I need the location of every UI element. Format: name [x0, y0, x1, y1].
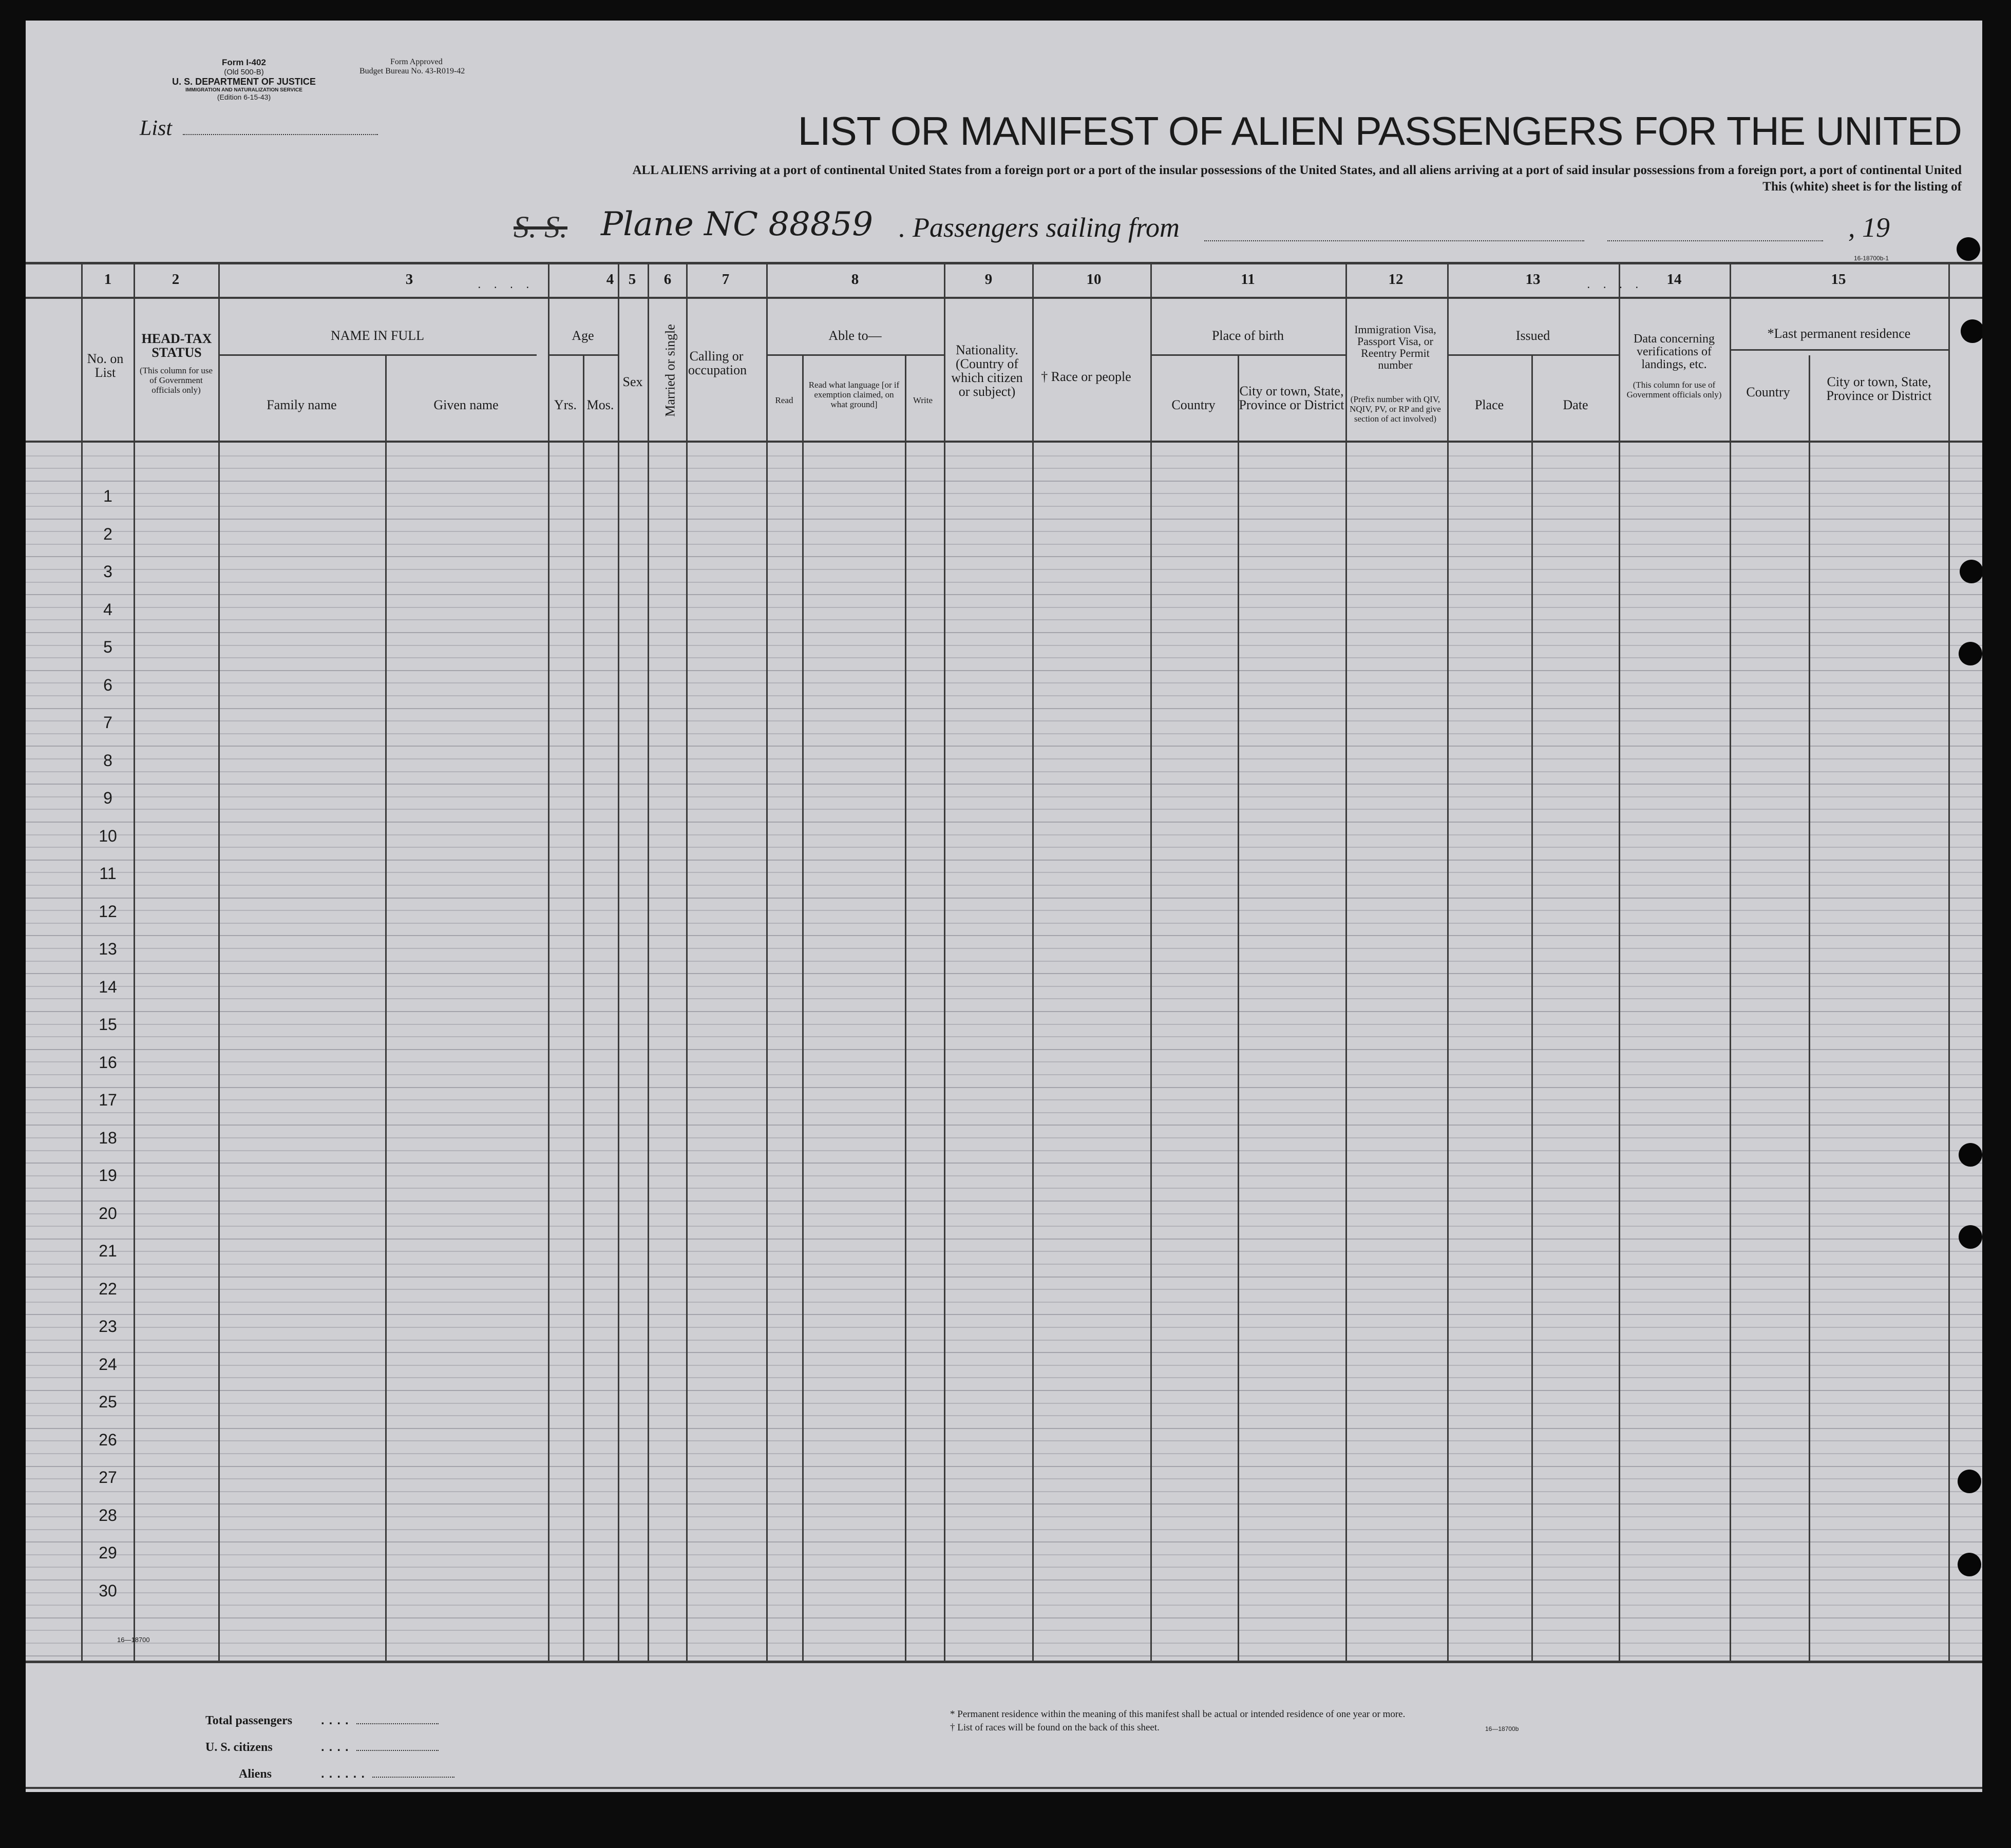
row-number: 4	[103, 600, 112, 619]
row-number: 18	[99, 1128, 117, 1147]
us-citizens-label: U. S. citizens	[205, 1741, 273, 1754]
row-line	[26, 1112, 1982, 1113]
row-line	[26, 935, 1982, 936]
form-old: (Old 500-B)	[224, 68, 264, 77]
header-data-note: (This column for use of Government officials only)	[1626, 380, 1722, 399]
row-line	[26, 1327, 1982, 1328]
row-line	[26, 860, 1982, 861]
row-line	[26, 481, 1982, 482]
column-number: 2	[172, 271, 180, 288]
column-rule	[385, 355, 387, 1662]
age-subrule	[548, 354, 618, 356]
row-line	[26, 796, 1982, 797]
row-line	[26, 1213, 1982, 1214]
row-line	[26, 1617, 1982, 1618]
footer-code: 16—18700b	[1485, 1725, 1519, 1732]
row-line	[26, 910, 1982, 911]
row-line	[26, 1491, 1982, 1492]
header-nationality: Nationality. (Country of which citizen or subject)	[951, 342, 1023, 399]
row-line	[26, 556, 1982, 557]
row-line	[26, 1541, 1982, 1542]
row-line	[26, 645, 1982, 646]
header-write: Write	[913, 395, 933, 405]
header-last-residence: *Last permanent residence	[1767, 326, 1911, 341]
dot-leader: ......	[321, 1767, 370, 1781]
column-rule	[1809, 355, 1810, 1662]
row-line	[26, 733, 1982, 734]
header-read-language: Read what language [or if exemption claimed, on what ground]	[808, 380, 900, 409]
column-rule	[618, 262, 619, 1662]
row-number: 15	[99, 1015, 117, 1034]
column-number: 14	[1666, 271, 1682, 288]
row-line	[26, 1567, 1982, 1568]
bottom-print-code: 16—18700	[117, 1636, 150, 1644]
row-number: 1	[103, 487, 112, 505]
top-code: 16-18700b-1	[1854, 255, 1889, 262]
row-line	[26, 607, 1982, 608]
row-line	[26, 1503, 1982, 1504]
column-number: 11	[1241, 271, 1255, 288]
subtitle-2: This (white) sheet is for the listing of	[1762, 180, 1962, 194]
row-line	[26, 1516, 1982, 1517]
total-passengers-field[interactable]	[356, 1723, 439, 1724]
header-country: Country	[1171, 397, 1216, 412]
row-number: 19	[99, 1166, 117, 1185]
approval-line: Form Approved	[390, 58, 443, 66]
row-line	[26, 1251, 1982, 1252]
row-line	[26, 632, 1982, 633]
row-line	[26, 822, 1982, 823]
row-line	[26, 898, 1982, 899]
row-line	[26, 1352, 1982, 1353]
row-line	[26, 670, 1982, 671]
row-number: 2	[103, 524, 112, 543]
column-rule	[905, 355, 906, 1662]
header-issued: Issued	[1515, 328, 1550, 343]
row-line	[26, 948, 1982, 949]
row-line	[26, 1478, 1982, 1479]
total-passengers-row	[205, 1707, 454, 1734]
column-rule	[1150, 262, 1152, 1662]
header-visa: Immigration Visa, Passport Visa, or Reentry Permit number	[1354, 323, 1436, 371]
row-number: 21	[99, 1242, 117, 1260]
row-line	[26, 1099, 1982, 1100]
row-line	[26, 1415, 1982, 1416]
punch-hole	[1960, 560, 1982, 583]
row-number: 17	[99, 1091, 117, 1109]
row-number: 10	[99, 826, 117, 845]
row-line	[26, 1390, 1982, 1391]
row-line	[26, 998, 1982, 999]
row-line	[26, 1137, 1982, 1138]
row-line	[26, 619, 1982, 620]
row-line	[26, 923, 1982, 924]
row-number: 9	[103, 789, 112, 807]
row-number: 3	[103, 562, 112, 581]
row-line	[26, 720, 1982, 721]
row-line	[26, 1239, 1982, 1240]
manifest-sheet	[26, 21, 1982, 1792]
row-line	[26, 544, 1982, 545]
row-line	[26, 1264, 1982, 1265]
row-line	[26, 872, 1982, 873]
row-number: 14	[99, 977, 117, 996]
row-line	[26, 519, 1982, 520]
row-line	[26, 1188, 1982, 1189]
header-yrs: Yrs.	[554, 397, 577, 412]
header-date: Date	[1563, 397, 1588, 412]
service: IMMIGRATION AND NATURALIZATION SERVICE	[185, 87, 302, 93]
row-number: 28	[99, 1506, 117, 1525]
row-line	[26, 1554, 1982, 1555]
column-rule	[1032, 262, 1034, 1662]
department: U. S. DEPARTMENT OF JUSTICE	[172, 77, 316, 87]
header-city-2: City or town, State, Province or District	[1826, 374, 1932, 403]
row-number: 24	[99, 1355, 117, 1374]
subtitle: ALL ALIENS arriving at a port of continental United States from a foreign port or a port of the insular possessions of the United States, and all aliens arriving at a port of said insular possessions from a foreign port, a port of continental United	[632, 163, 1962, 177]
row-number: 5	[103, 638, 112, 656]
row-line	[26, 1655, 1982, 1656]
row-number: 16	[99, 1053, 117, 1072]
header-data-concerning: Data concerning verifications of landings, etc.	[1634, 332, 1715, 371]
column-number: 15	[1831, 271, 1846, 288]
punch-hole	[1958, 1470, 1981, 1493]
column-number: 7	[722, 271, 730, 288]
footnote-2: † List of races will be found on the back of this sheet.	[950, 1722, 1160, 1733]
table-header-rule	[26, 441, 1982, 443]
row-line	[26, 1125, 1982, 1126]
header-given-name: Given name	[433, 397, 499, 412]
row-line	[26, 1365, 1982, 1366]
row-line	[26, 834, 1982, 835]
header-headtax-note: (This column for use of Government officials only)	[139, 366, 213, 395]
header-headtax: HEAD-TAX STATUS	[141, 331, 212, 360]
edition: (Edition 6-15-43)	[217, 93, 271, 101]
form-info	[121, 58, 367, 101]
column-number: 1	[104, 271, 112, 288]
header-able-to: Able to—	[828, 328, 882, 343]
row-line	[26, 1592, 1982, 1593]
header-country-2: Country	[1746, 385, 1790, 399]
column-number: 6	[663, 271, 672, 288]
us-citizens-field[interactable]	[356, 1750, 439, 1751]
row-number: 7	[103, 713, 112, 732]
row-line	[26, 682, 1982, 683]
punch-hole	[1957, 237, 1980, 261]
row-line	[26, 468, 1982, 469]
row-line	[26, 1403, 1982, 1404]
column-rule	[134, 262, 135, 1662]
row-line	[26, 1466, 1982, 1467]
row-line	[26, 1377, 1982, 1378]
row-line	[26, 746, 1982, 747]
row-line	[26, 1074, 1982, 1075]
row-line	[26, 1302, 1982, 1303]
row-line	[26, 455, 1982, 456]
row-line	[26, 582, 1982, 583]
column-rule	[1730, 262, 1731, 1662]
aliens-field[interactable]	[372, 1777, 454, 1778]
header-dots: . . . .	[478, 277, 534, 291]
totals-block	[205, 1707, 454, 1787]
residence-subrule	[1730, 349, 1948, 351]
column-rule	[1447, 262, 1449, 1662]
row-line	[26, 1150, 1982, 1151]
us-citizens-row	[205, 1734, 454, 1761]
header-family-name: Family name	[267, 397, 337, 412]
column-number: 8	[851, 271, 859, 288]
row-number: 11	[99, 864, 117, 883]
row-line	[26, 847, 1982, 848]
row-number: 22	[99, 1279, 117, 1298]
list-blank[interactable]	[183, 134, 378, 135]
column-rule	[686, 262, 688, 1662]
row-line	[26, 1289, 1982, 1290]
row-number: 12	[99, 902, 117, 921]
column-rule	[944, 262, 945, 1662]
row-line	[26, 1163, 1982, 1164]
row-line	[26, 885, 1982, 886]
punch-hole	[1959, 1225, 1982, 1249]
list-label	[140, 116, 378, 141]
column-rule	[1948, 262, 1950, 1662]
row-number: 29	[99, 1544, 117, 1562]
aliens-label: Aliens	[239, 1767, 272, 1781]
form-number: Form I-402	[222, 58, 266, 67]
header-read: Read	[775, 395, 793, 405]
table-bottom-rule	[26, 1661, 1982, 1663]
footnote-1: * Permanent residence within the meaning of this manifest shall be actual or intended residence of one year or more.	[950, 1709, 1406, 1720]
header-city: City or town, State, Province or District	[1239, 384, 1344, 412]
row-line	[26, 1340, 1982, 1341]
row-number: 27	[99, 1468, 117, 1487]
column-rule	[648, 262, 649, 1662]
row-line	[26, 1011, 1982, 1012]
row-line	[26, 594, 1982, 595]
row-line	[26, 493, 1982, 494]
row-line	[26, 1643, 1982, 1644]
aliens-row	[205, 1761, 454, 1787]
row-line	[26, 1529, 1982, 1530]
total-passengers-label: Total passengers	[205, 1714, 293, 1727]
punch-hole	[1961, 319, 1982, 343]
row-number: 6	[103, 675, 112, 694]
punch-hole	[1959, 642, 1982, 665]
header-race: † Race or people	[1041, 369, 1131, 384]
column-rule	[1531, 355, 1533, 1662]
row-line	[26, 1440, 1982, 1441]
row-line	[26, 1036, 1982, 1037]
row-line	[26, 771, 1982, 772]
column-number: 4	[606, 271, 614, 288]
dot-leader: ....	[321, 1740, 353, 1754]
column-rule	[1619, 262, 1620, 1662]
column-rule	[218, 262, 220, 1662]
row-line	[26, 1630, 1982, 1631]
budget-line: Budget Bureau No. 43-R019-42	[359, 67, 465, 75]
column-number: 5	[628, 271, 636, 288]
sailing-from-field[interactable]	[1204, 240, 1584, 241]
row-line	[26, 1579, 1982, 1580]
punch-hole	[1959, 1143, 1982, 1167]
column-rule	[1238, 355, 1239, 1662]
row-line	[26, 784, 1982, 785]
row-line	[26, 708, 1982, 709]
row-line	[26, 973, 1982, 974]
column-rule	[1345, 262, 1347, 1662]
header-place-of-birth: Place of birth	[1211, 328, 1284, 343]
column-number: 9	[984, 271, 993, 288]
row-line	[26, 1314, 1982, 1315]
row-line	[26, 569, 1982, 570]
row-line	[26, 809, 1982, 810]
row-line	[26, 695, 1982, 696]
ss-label: S. S.	[514, 210, 567, 244]
able-subrule	[766, 354, 944, 356]
list-word: List	[140, 117, 173, 140]
birth-subrule	[1150, 354, 1345, 356]
punch-hole	[1958, 1553, 1981, 1576]
row-line	[26, 506, 1982, 507]
year-prefix: , 19	[1848, 212, 1890, 243]
row-line	[26, 1226, 1982, 1227]
row-line	[26, 1605, 1982, 1606]
issued-subrule	[1447, 354, 1619, 356]
header-name-in-full: NAME IN FULL	[331, 328, 424, 343]
column-rule	[81, 262, 83, 1662]
table-top-rule	[26, 262, 1982, 264]
row-line	[26, 1453, 1982, 1454]
name-subrule	[218, 354, 537, 356]
approval	[359, 58, 519, 76]
header-married: Married or single	[662, 324, 678, 417]
row-number: 23	[99, 1317, 117, 1336]
row-line	[26, 531, 1982, 532]
column-number: 10	[1086, 271, 1102, 288]
row-line	[26, 1428, 1982, 1429]
header-place: Place	[1474, 397, 1504, 412]
column-number: 12	[1388, 271, 1403, 288]
row-line	[26, 1049, 1982, 1050]
table-number-rule	[26, 297, 1982, 299]
row-line	[26, 657, 1982, 658]
row-line	[26, 1061, 1982, 1062]
column-rule	[802, 355, 804, 1662]
header-visa-note: (Prefix number with QIV, NQIV, PV, or RP and give section of act involved)	[1350, 394, 1441, 424]
row-line	[26, 758, 1982, 759]
row-line	[26, 961, 1982, 962]
row-line	[26, 1175, 1982, 1176]
row-line	[26, 1024, 1982, 1025]
column-rule	[548, 262, 549, 1662]
column-number: 3	[405, 271, 413, 288]
header-mos: Mos.	[586, 397, 614, 412]
row-number: 8	[103, 751, 112, 770]
row-line	[26, 1277, 1982, 1278]
row-number: 30	[99, 1581, 117, 1600]
row-number: 25	[99, 1393, 117, 1411]
vessel-name[interactable]: Plane NC 88859	[601, 205, 874, 243]
header-calling: Calling or occupation	[688, 349, 747, 377]
column-rule	[583, 355, 584, 1662]
page-title: LIST OR MANIFEST OF ALIEN PASSENGERS FOR THE UNITED	[798, 108, 1962, 154]
header-dots-2: . . . .	[1587, 277, 1643, 291]
row-number: 26	[99, 1430, 117, 1449]
header-no-on-list: No. on List	[87, 351, 124, 380]
column-rule	[766, 262, 768, 1662]
row-line	[26, 1201, 1982, 1202]
header-sex: Sex	[622, 374, 643, 389]
row-number: 20	[99, 1204, 117, 1223]
row-line	[26, 1087, 1982, 1088]
row-number: 13	[99, 940, 117, 958]
header-age: Age	[572, 328, 594, 343]
row-line	[26, 986, 1982, 987]
column-number: 13	[1525, 271, 1541, 288]
sailing-label: . Passengers sailing from	[899, 212, 1180, 243]
dot-leader: ....	[321, 1713, 353, 1727]
